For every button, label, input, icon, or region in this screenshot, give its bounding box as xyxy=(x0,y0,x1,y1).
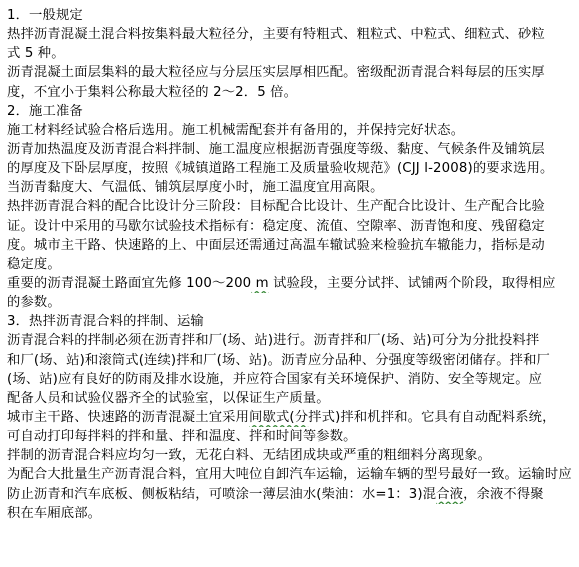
text-line: 拌制的沥青混合料应均匀一致，无花白料、无结团成块或严重的粗细料分离现象。 xyxy=(7,448,492,464)
text-line: 的参数。 xyxy=(7,295,61,311)
text-line: 度。城市主干路、快速路的上、中面层还需通过高温车辙试验来检验抗车辙能力，指标是动 xyxy=(7,237,545,253)
text-line: 稳定度。 xyxy=(7,256,61,272)
text-line: 式 5 种。 xyxy=(7,46,65,62)
text-line: 城市主干路、快速路的沥青混凝土宜采用间歇式(分拌式)拌和机拌和。它具有自动配料系统， xyxy=(7,409,556,425)
text-line: (场、站)应有良好的防雨及排水设施，并应符合国家有关环境保护、消防、安全等规定。应 xyxy=(7,371,543,387)
text-line: 配备人员和试验仪器齐全的试验室，以保证生产质量。 xyxy=(7,390,330,406)
text-line: 度，不宜小于集料公称最大粒径的 2～2．5 倍。 xyxy=(7,84,298,100)
text-line: 热拌沥青混凝土混合料按集料最大粒径分，主要有特粗式、粗粒式、中粒式、细粒式、砂粒 xyxy=(7,27,545,43)
text-line: 当沥青黏度大、气温低、铺筑层厚度小时，施工温度宜用高限。 xyxy=(7,180,384,196)
text-line: 的厚度及下卧层厚度，按照《城镇道路工程施工及质量验收规范》(CJJ l-2008)的要求选用。 xyxy=(7,161,554,177)
text-line: 和厂(场、站)和滚筒式(连续)拌和厂(场、站)。沥青应分品种、分强度等级密闭储存。拌和厂 xyxy=(7,352,551,368)
text-line: 沥青混凝土面层集料的最大粒径应与分层压实层厚相匹配。密级配沥青混合料每层的压实厚 xyxy=(7,65,545,81)
text-line: 为配合大批量生产沥青混合料，宜用大吨位自卸汽车运输，运输车辆的型号最好一致。运输时应 xyxy=(7,467,572,483)
text-line: 防止沥青和汽车底板、侧板粘结，可喷涂一薄层油水(柴油：水=1：3)混合液，余液不得聚 xyxy=(7,486,544,502)
text-line: 沥青加热温度及沥青混合料拌制、施工温度应根据沥青强度等级、黏度、气候条件及铺筑层 xyxy=(7,141,545,157)
text-line: 2．施工准备 xyxy=(7,103,83,119)
text-line: 1．一般规定 xyxy=(7,8,83,23)
spellcheck-underline: 间歇式(分 xyxy=(249,409,309,425)
text-line: 3．热拌沥青混合料的拌制、运输 xyxy=(7,314,204,330)
spellcheck-underline: m xyxy=(251,275,269,291)
text-line: 热拌沥青混合料的配合比设计分三阶段：目标配合比设计、生产配合比设计、生产配合比验 xyxy=(7,199,545,215)
text-line: 可自动打印每拌料的拌和量、拌和温度、拌和时间等参数。 xyxy=(7,429,357,445)
spellcheck-underline: 合液 xyxy=(436,486,464,502)
text-line: 积在车厢底部。 xyxy=(7,505,102,521)
text-line: 重要的沥青混凝土路面宜先修 100～200 m 试验段，主要分试拌、试铺两个阶段，取得相应 xyxy=(7,275,556,291)
text-line: 证。设计中采用的马歇尔试验技术指标有：稳定度、流值、空隙率、沥青饱和度、残留稳定 xyxy=(7,218,545,234)
text-line: 施工材料经试验合格后选用。施工机械需配套并有备用的，并保持完好状态。 xyxy=(7,122,465,138)
text-line: 沥青混合料的拌制必须在沥青拌和厂(场、站)进行。沥青拌和厂(场、站)可分为分批投料拌 xyxy=(7,333,540,349)
